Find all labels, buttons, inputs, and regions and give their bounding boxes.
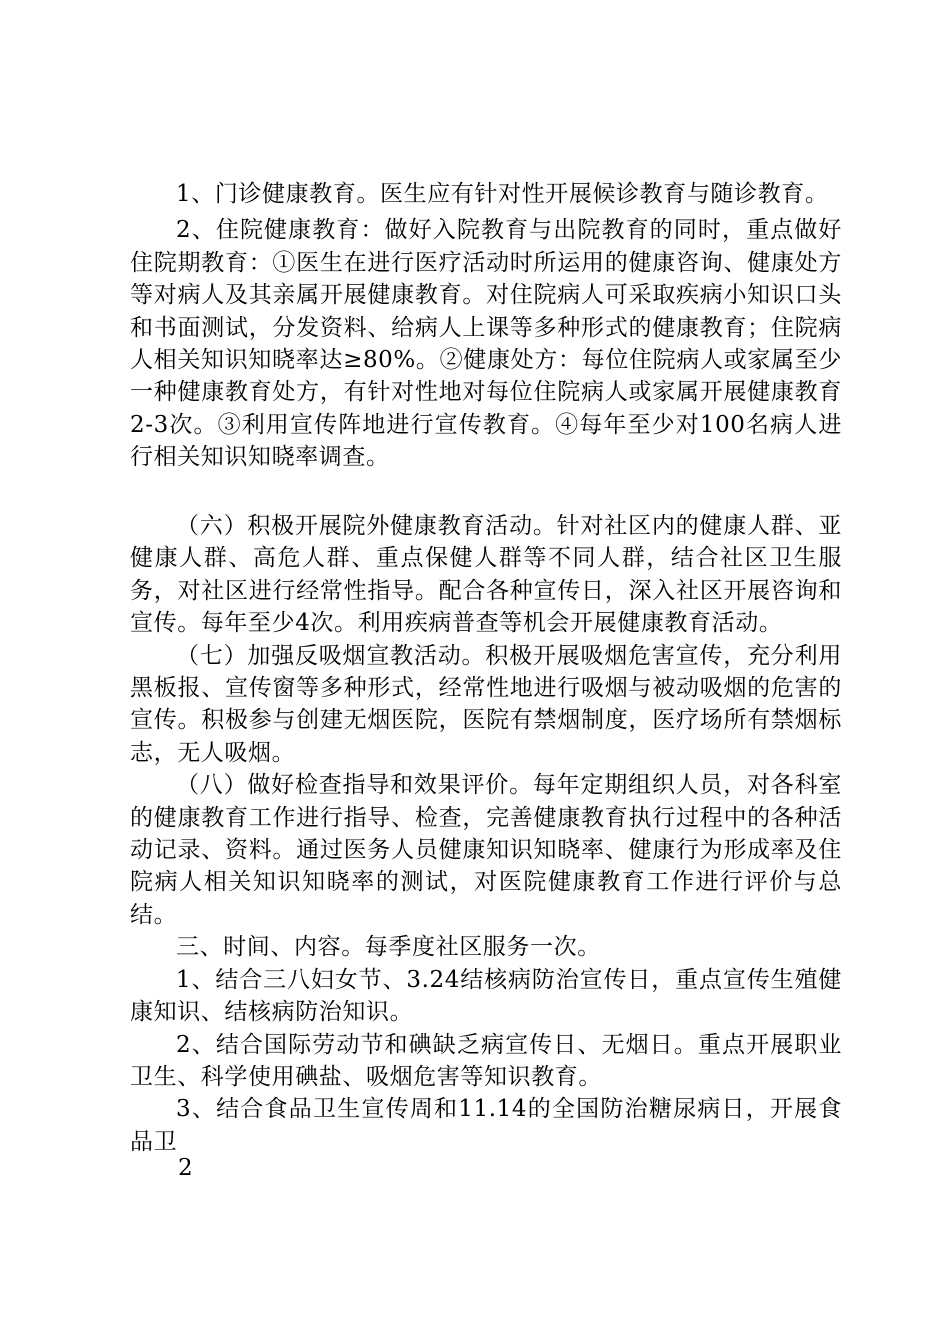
paragraph-schedule-item-2: 2、结合国际劳动节和碘缺乏病宣传日、无烟日。重点开展职业卫生、科学使用碘盐、吸烟危害等知识教育。 xyxy=(130,1031,842,1090)
paragraph-outreach-education: （六）积极开展院外健康教育活动。针对社区内的健康人群、亚健康人群、高危人群、重点保健人群等不同人群，结合社区卫生服务，对社区进行经常性指导。配合各种宣传日，深入社区开展咨询和宣传。每年至少4次。利用疾病普查等机会开展健康教育活动。 xyxy=(130,513,842,637)
text-block-activities xyxy=(130,510,842,1158)
paragraph-outpatient-education: 1、门诊健康教育。医生应有针对性开展候诊教育与随诊教育。 xyxy=(176,181,829,207)
paragraph-inpatient-education: 2、住院健康教育：做好入院教育与出院教育的同时，重点做好住院期教育：①医生在进行医疗活动时所运用的健康咨询、健康处方等对病人及其亲属开展健康教育。对住院病人可采取疾病小知识口头和书面测试，分发资料、给病人上课等多种形式的健康教育；住院病人相关知识知晓率达≥80%。②健康处方：每位住院病人或家属至少一种健康教育处方，有针对性地对每位住院病人或家属开展健康教育2-3次。③利用宣传阵地进行宣传教育。④每年至少对100名病人进行相关知识知晓率调查。 xyxy=(130,217,842,471)
paragraph-schedule-heading: 三、时间、内容。每季度社区服务一次。 xyxy=(176,934,601,961)
paragraph-evaluation: （八）做好检查指导和效果评价。每年定期组织人员，对各科室的健康教育工作进行指导、检查，完善健康教育执行过程中的各种活动记录、资料。通过医务人员健康知识知晓率、健康行为形成率及住院病人相关知识知晓率的测试，对医院健康教育工作进行评价与总结。 xyxy=(130,772,842,928)
text-block-outpatient-inpatient xyxy=(130,178,842,474)
paragraph-schedule-item-3: 3、结合食品卫生宣传周和11.14的全国防治糖尿病日，开展食品卫 xyxy=(130,1096,842,1155)
page-number: 2 xyxy=(178,1155,193,1181)
paragraph-schedule-item-1: 1、结合三八妇女节、3.24结核病防治宣传日，重点宣传生殖健康知识、结核病防治知识。 xyxy=(130,966,842,1026)
paragraph-anti-smoking: （七）加强反吸烟宣教活动。积极开展吸烟危害宣传，充分利用黑板报、宣传窗等多种形式，经常性地进行吸烟与被动吸烟的危害的宣传。积极参与创建无烟医院，医院有禁烟制度，医疗场所有禁烟标志，无人吸烟。 xyxy=(130,642,842,766)
